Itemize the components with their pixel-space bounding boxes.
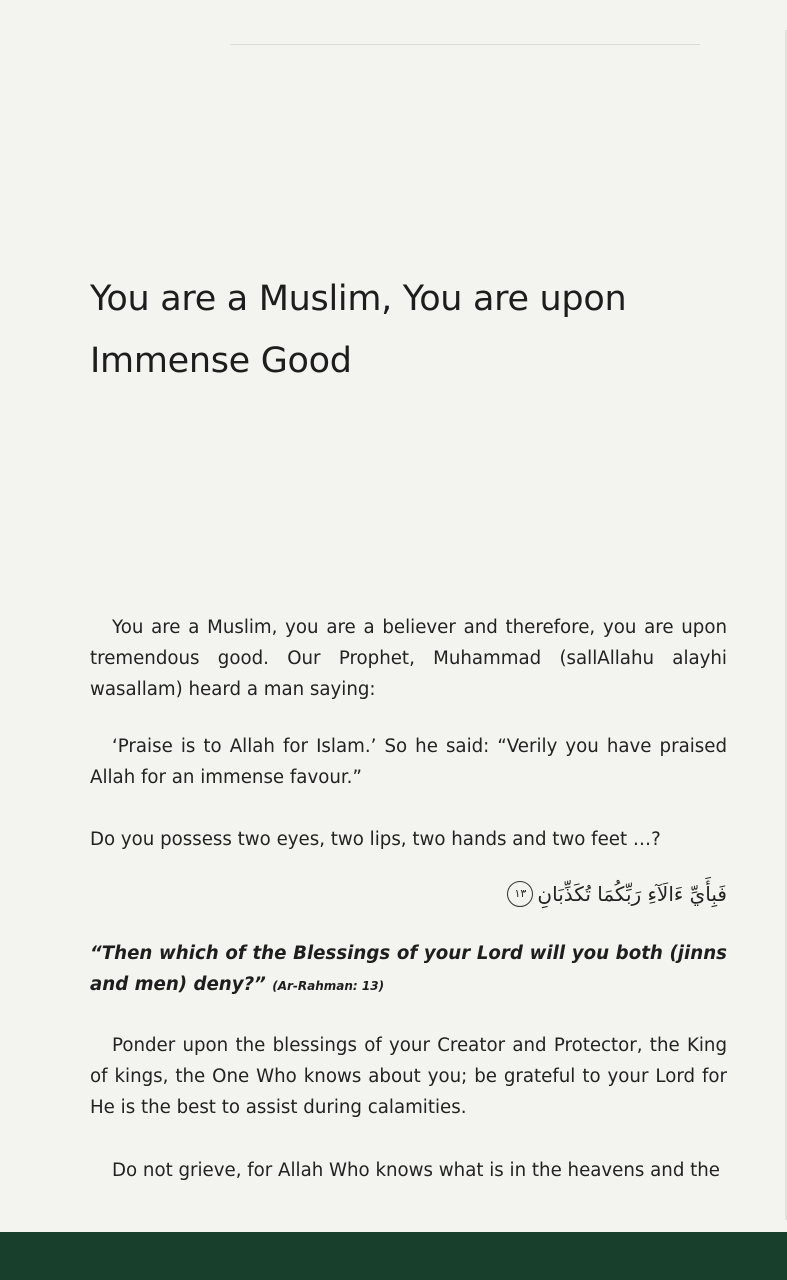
- verse-number-badge: ١٣: [507, 881, 533, 907]
- paragraph-do-not-grieve: Do not grieve, for Allah Who knows what is in the heavens and the: [112, 1160, 720, 1181]
- paragraph-hadith-quote: ‘Praise is to Allah for Islam.’ So he said: “Verily you have praised Allah for an immense favour.”: [90, 736, 727, 788]
- paragraph-ponder: Ponder upon the blessings of your Creator and Protector, the King of kings, the One Who knows about you; be grateful to your Lord for He is the best to assist during calamities.: [90, 1035, 727, 1118]
- translation-text: “Then which of the Blessings of your Lord will you both (jinns and men) deny?”: [90, 943, 727, 995]
- verse-citation: (Ar-Rahman: 13): [272, 979, 385, 993]
- section-title: You are a Muslim, You are upon Immense Good: [90, 279, 627, 381]
- verse-translation: [90, 938, 727, 1002]
- footer-band: [0, 1232, 787, 1280]
- quran-verse-arabic: [507, 876, 727, 912]
- running-header: [230, 32, 700, 46]
- header-rule: [230, 44, 700, 45]
- paragraph-intro: You are a Muslim, you are a believer and therefore, you are upon tremendous good. Our Prophet, Muhammad (sallAllahu alayhi wasallam) heard a man saying:: [90, 617, 727, 700]
- arabic-verse-text: فَبِأَيِّ ءَالَآءِ رَبِّكُمَا تُكَذِّبَانِ: [537, 882, 727, 906]
- paragraph-question: Do you possess two eyes, two lips, two hands and two feet …?: [90, 829, 661, 850]
